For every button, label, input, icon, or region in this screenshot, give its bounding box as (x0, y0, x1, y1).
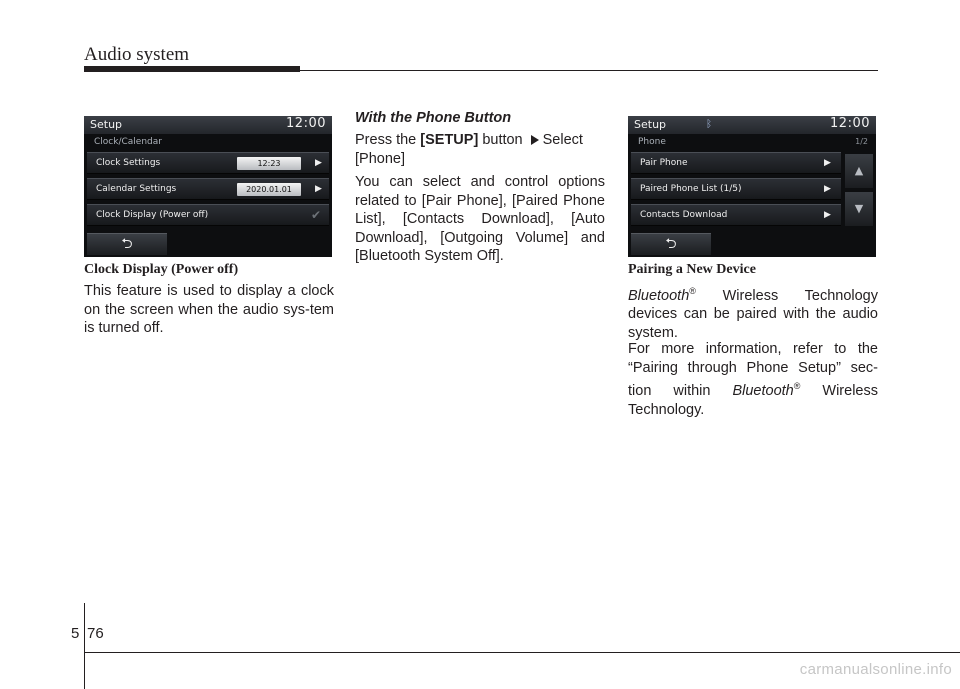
back-button[interactable]: ⮌ (87, 233, 167, 255)
registered-mark: ® (689, 286, 696, 296)
reference-text-pre: For more information, refer to the “Pairing through Phone Setup” sec-tion within (628, 341, 878, 400)
bluetooth-brand: Bluetooth (732, 383, 794, 400)
screen-title-bar (84, 116, 332, 134)
clock-display-row[interactable] (87, 204, 329, 226)
setup-button-label: [SETUP] (420, 132, 479, 148)
section-number: 5 (71, 625, 80, 642)
pairing-body (628, 282, 878, 343)
phone-button-instruction (355, 131, 605, 168)
row-label: Calendar Settings (96, 184, 177, 194)
pair-phone-row[interactable] (631, 152, 841, 174)
arrow-right-icon: ▶ (824, 158, 831, 168)
instruction-text-mid: button (482, 132, 523, 148)
row-label: Clock Settings (96, 158, 161, 168)
registered-mark: ® (793, 381, 801, 392)
checkmark-icon: ✔ (311, 208, 322, 222)
pairing-body-text: Wireless Technology devices can be paired with the audio system. (628, 287, 878, 342)
phone-options-body: You can select and control options related to [Pair Phone], [Paired Phone List], [Contacts Download], [Auto Download], [Outgoing Volume] and [Bluetooth System Off]. (355, 174, 605, 265)
screen-title-bar (628, 116, 876, 134)
clock-display-heading: Clock Display (Power off) (84, 262, 239, 277)
scroll-down-button[interactable]: ▼ (845, 192, 873, 226)
arrow-right-icon: ▶ (824, 184, 831, 194)
calendar-settings-row[interactable] (87, 178, 329, 200)
clock-display-body: This feature is used to display a clock on the screen when the audio sys-tem is turned off. (84, 283, 334, 337)
bluetooth-brand: Bluetooth (628, 287, 690, 304)
row-label: Pair Phone (640, 158, 688, 168)
arrow-right-icon (531, 135, 539, 145)
screen-subtitle: Clock/Calendar (94, 137, 162, 147)
row-label: Paired Phone List (1/5) (640, 184, 742, 194)
footer-vertical-rule (84, 603, 85, 689)
paired-phone-list-row[interactable] (631, 178, 841, 200)
page-indicator: 1/2 (855, 137, 868, 146)
header-rule-thick (84, 66, 300, 72)
clock-calendar-screenshot (84, 116, 332, 257)
phone-setup-screenshot (628, 116, 876, 257)
bluetooth-icon: ᛒ (706, 119, 712, 130)
watermark: carmanualsonline.info (799, 661, 952, 678)
arrow-right-icon: ▶ (315, 184, 322, 194)
page-number: 76 (87, 625, 104, 642)
clock-value: 12:23 (237, 157, 301, 170)
pairing-heading: Pairing a New Device (628, 262, 756, 277)
phone-button-heading: With the Phone Button (355, 110, 512, 126)
scroll-up-button[interactable]: ▲ (845, 154, 873, 188)
arrow-right-icon: ▶ (824, 210, 831, 220)
screen-title: Setup (90, 118, 123, 131)
instruction-text-post: Select [Phone] (355, 132, 583, 167)
pairing-reference (628, 340, 878, 419)
arrow-right-icon: ▶ (315, 158, 322, 168)
footer-horizontal-rule (84, 652, 960, 653)
screen-title: Setup (634, 118, 667, 131)
header-rule-thin (300, 70, 878, 71)
screen-subtitle: Phone (638, 137, 666, 147)
page-header-title: Audio system (84, 44, 190, 65)
back-button[interactable]: ⮌ (631, 233, 711, 255)
clock-settings-row[interactable] (87, 152, 329, 174)
screen-time: 12:00 (830, 116, 870, 131)
reference-text-post: Wireless Technology. (628, 383, 878, 418)
row-label: Contacts Download (640, 210, 728, 220)
row-label: Clock Display (Power off) (96, 210, 209, 220)
contacts-download-row[interactable] (631, 204, 841, 226)
screen-time: 12:00 (286, 116, 326, 131)
instruction-text-pre: Press the (355, 132, 417, 148)
calendar-value: 2020.01.01 (237, 183, 301, 196)
